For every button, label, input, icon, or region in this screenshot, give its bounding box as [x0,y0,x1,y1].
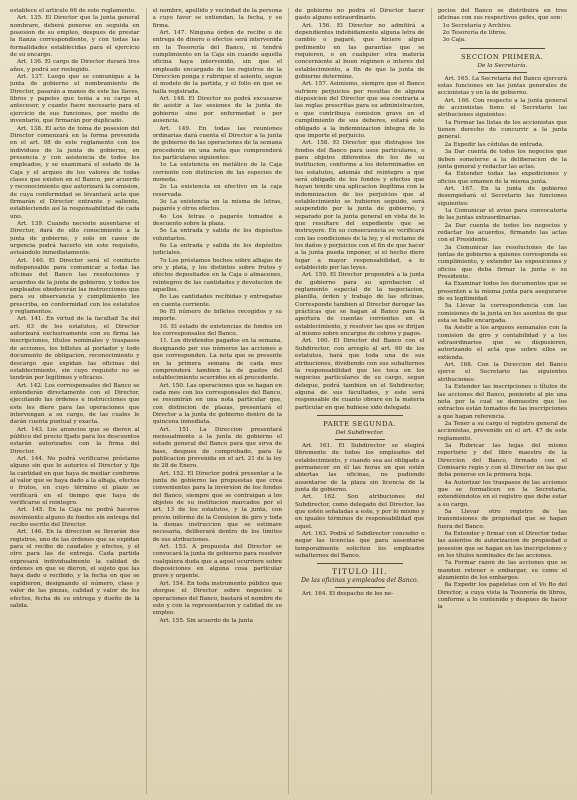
article-paragraph: 6o La entrada y salida de los depósitos judiciales. [152,243,282,257]
section-heading: PARTE SEGUNDA. [323,419,397,428]
text-column-3 [295,8,425,794]
article-paragraph: Art. 153. A propuesta del Director se convocará la junta de gobierno para resolver cualquiera duda que a aquel ocurriere sobre disposiciones en alguna cosa particular grave y urgente. [152,544,282,580]
article-paragraph: 8a Expedir los papeletas con el Vo Bo del Director, a cuya vista la Tesorería de libros, conforme a lo contenido y despues de hacer la [437,582,567,611]
article-paragraph: Art. 159. El Director propondrá a la junta de gobierno para su aprobacion el reglamento especial de la negociacion, planilla, órden y trabajo de las oficinas. Corresponde tambien al Director derogar las prácticas que se hagan al Banco para la apertura de cuentas corrientes en el establecimiento, y resolver las que se dirijan al mismo sobre encargos de cobros y pagos. [295,272,425,338]
article-paragraph: Art. 141. En virtud de la facultad 5a del art. 63 de los estatutos, el Director autorizará exclusivamente con su firma las inscripciones, títulos nominales y traspasos de acciones, los billetes al portador y todo documento de obligacion, reconocimiento y descargo que expidan las oficinas del establecimiento, sin cuyo requisito no se tendrán por legítimos y eficaces. [10,316,140,382]
article-paragraph: Art. 140. El Director será el conducto indispensable para comunicar a todas las oficinas del Banco las resoluciones y acuerdos de la junta de gobierno, y todos los empleados obedecerán las instrucciones que para su observancia y cumplimiento les prescriba, en conformidad con los estatutos y reglamentos. [10,257,140,316]
article-paragraph: 2a Expedir las cédulas de entrada. [444,141,544,148]
divider-rule [317,415,403,416]
article-paragraph: Art. 156. El Director no admitirá a dependientes indebidamente alguna letra de cambio o pagaré, que hiciere algun pedimento en las garantías que se requieren, o en cualquier otra materia concerniente al buen régimen o interes del establecimiento, a fin de que la junta de gobierno determine. [295,22,425,81]
column-divider [288,8,289,794]
article-paragraph: Art. 168. Con la Direccion del Banco ejerce el Secretario las siguientes atribuciones: [437,362,567,383]
article-paragraph: Art. 163. Podrá el Subdirector conceder o negar las licencias que para ausentarse temporalmente soliciten los empleados subalternos del Banco. [295,531,425,560]
article-paragraph: 10. El estado de existencias de fondos en los corresponsales del Banco. [152,323,282,338]
article-paragraph: 2a Dar cuenta de todos los negocios y redactar los acuerdos, firmando las actas con el Presidente. [437,222,567,244]
divider-rule [317,563,403,564]
article-paragraph: 6a Extender y firmar con el Director todas las asientos de autorizacion de propiedad o posesion que se hagan en las inscripciones y en los títulos nominales de las acciones. [437,531,567,560]
column-divider [431,8,432,794]
list-item: 1o Secretaría y Archivo. [442,22,512,29]
article-paragraph: Art. 157. Asimismo, siempre que el Banco sufriere perjuicios por resultas de alguna disposicion del Director que sea contraria a las reglas prescritas para su administracion, o que contribuya comision grave en el cumplimiento de sus deberes, estará este obligado a la indemnizacion íntegra de lo que importe el perjuicio. [295,81,425,139]
article-paragraph: 2a Tener a su cargo el registro general de accionistas, prevenido en el art. 47 de este reglamento. [437,420,567,442]
text-column-4 [438,8,568,794]
column-divider [146,8,147,794]
divider-rule [335,587,385,588]
article-paragraph: Art. 147. Ninguna órden de recibo o de entrega de dinero o efectos será intervenida en la Tesorería del Banco, ni tendrá cumplimiento en la Caja sin cuando aquella oficina haya intervenido, sin que el empleado encargado de los registros de la Direccion ponga y rubrique el asiento, segun el modelo de la partida, y el folio en que se halla registrada. [152,30,282,95]
article-paragraph: 4o Los letras o pagarés tomados a descuento sobre la plaza. [152,213,282,227]
article-paragraph: 5o La entrada y salida de los depósitos voluntarios. [152,228,282,242]
article-paragraph: Art. 148. El Director no podrá excusarse de asistir a las sesiones de la junta de gobierno sino por enfermedad o por ausencia. [152,96,282,125]
article-paragraph: Art. 160. El Director del Banco con el Subdirector, con arreglo al art. 60 de los estatutos, hará que toda una de sus atribuciones, dividiendo con sus subalternos la responsabilidad que les toca en los negocios particulares de su cargo, segun delegue, podrá tambien en el Subdirector, alguna de sus facultades, y este será responsable de cuanto obrare en la materia particular en que hubiese sido delegado. [295,338,425,411]
article-paragraph: 3a Comunicar las resoluciones de las juntas de gobierno a quienes corresponda su cumplimiento, y extender las exposiciones y oficios que deba firmar la junta o su Presidente. [437,244,567,280]
article-paragraph: Art. 150. Las operaciones que se hagan en cada mes con los corresponsales del Banco, se resumirán en una nota particular que, con distincion de plazas, presentará el Director a la junta de gobierno dentro de la quincena inmediata. [152,382,282,426]
list-item: 3o Caja. [442,37,466,44]
article-paragraph: 9o El número de billetes recogidos y su importe. [152,309,282,323]
divider-rule [335,439,385,440]
article-paragraph: 1a Formar las listas de los accionistas que tienen derecho de concurrir a la junta general. [437,119,567,141]
article-paragraph: Art. 165. La Secretaría del Banco ejercerá estas funciones en las juntas generales de accionistas y en la de gobierno. [437,75,567,97]
article-paragraph: Art. 135. El Director que la junta general nombrare, deberá ponerse en seguida en posesion de su empleo, despues de prestar la fianza correspondiente, y con todas las formalidades establecidas para el ejercicio de su encargo. [10,15,140,59]
article-paragraph: Art. 149. En todas las reuniones ordinarias dará cuenta el Director a la junta de gobierno de las operaciones de la semana precedente en una nota que comprenderá los particulares siguientes: [152,125,282,161]
article-paragraph: 1a Extender las inscripciones o títulos de las acciones del Banco, poniendo al pie una nota por la cual se demuestre que los extractos están tomados de las inscripciones a que hagan referencia. [437,384,567,420]
article-paragraph: 5a Llevar otro registro de las transmisiones de propiedad que se hagan fuera del Banco. [437,509,567,530]
article-paragraph: Art. 136. El cargo de Director durará tres años, y podrá ser reelegido. [10,59,140,73]
section-heading: SECCION PRIMERA. [461,52,544,61]
article-paragraph: 7a Formar razon de las acciones que se manden retener o embargar, su como el alzamiento de los embargos. [437,560,567,582]
article-paragraph: Art. 145. En la Caja no podrá hacerse movimiento alguno de fondos sin entrega del recibo escrito del Director. [10,507,140,529]
article-paragraph: 1o La existencia en metálico de la Caja corriente con distincion de las especies de moneda. [152,162,282,183]
section-subheading: Del Subdirector. [335,429,384,436]
article-paragraph: Art. 154. En toda instrumento público que otorgue el Director sobre negocios u operaciones del Banco, bastará el nombre de este y con la representacion y calidad de su empleo. [152,580,282,617]
text-column-1 [10,8,140,794]
article-paragraph: Art. 155. Sin acuerdo de la junta [159,617,254,624]
article-paragraph: establece el artículo 66 de este reglamento. [10,8,136,14]
article-paragraph: Art. 143. Los anuncios que se dieren al público del precio fijado para los descuentos estarán autorizados con la firma del Director. [10,426,140,455]
article-paragraph: 3a Rubricar las hojas del mismo repertorio y del libro maestro de la Direccion del Banco, firmado con el Comisario regio y con el Director en las que deba ponerse en la primera hoja. [437,442,567,479]
article-paragraph: 1a Comunicar el aviso para convocatoria de las juntas extraordinarias. [437,207,567,222]
article-paragraph: Art. 144. No podrá verificarse préstamo alguno sin que lo autorice el Director y fije la cantidad en que haya de mediar conforme al valor que se haya dado a la alhaja, efectos o frutos, en cuyo término el plazo se verificará en el tiempo que haya de verificarse el reintegro. [10,455,140,507]
title-subheading: De las oficinas y empleados del Banco. [301,577,419,585]
divider-rule [460,48,546,49]
article-paragraph: 11. Los dividendos pagados en la semana, designando por sus números las acciones a que corresponden. La nota que se presente en la primera semana de cada mes comprenderá tambien la de gastos del establecimiento ocurridos en el precedente. [152,338,282,382]
article-paragraph: Art. 139. Cuando necesite ausentarse el Director, dará de ello conocimiento a la junta de gobierno, y solo en casos de urgencia podrá hacerlo sin este requisito, avisándolo inmediatamente. [10,220,140,257]
article-paragraph: 4a Examinar todos los documentos que se presenten a la misma junta para asegurarse de su legitimidad. [437,281,567,303]
article-paragraph: 2o La existencia en efectivo en la caja reservada. [152,184,282,198]
article-paragraph: Art. 142. Los corresponsales del Banco se entenderán directamente con el Director, ejecutando las órdenes e instrucciones que este les diere para las operaciones que intervengan a su cargo, de las cuales le darán cuenta puntual y exacta. [10,382,140,426]
article-paragraph: Art. 161. El Subdirector se elegirá libremente de todos los empleados del establecimiento, y cuando sea así obligado a permanecer en él las horas en que estén abiertas las oficinas, no pudiendo ausentarse de la plaza sin licencia de la junta de gobierno. [295,442,425,493]
article-paragraph: 3a Dar cuenta de todos los negocios que deben someterse a la deliberacion de la junta general y redactar las actas. [437,149,567,170]
article-paragraph: Art. 151. La Direccion presentará mensualmente a la junta de gobierno el estado general del Banco para que sirva de base, despues de comprobado, para la publicacion prevenida en el art. 21 de la ley de 28 de Enero. [152,426,282,470]
article-paragraph: 6a Asistir a los arqueos semanales con la comision de giro y contabilidad y a los extraordinarios que se dispusieren, autorizando el acta que sobre ellos se extienda. [437,325,567,361]
article-paragraph: Art. 158. El Director que distrajese los fondos del Banco para usos particulares, o para objetos diferentes de los de su institucion, conforme a los determinados en los estatutos, además del reintegro a que será obligado de los fondos y efectos que hayan tenido una aplicacion ilegítima con la indemnizacion de los perjuicios que al establecimiento se hubieren seguido, será suspendido por la junta de gobierno, y separado por la junta general en vista de lo que resultare del expediente que se instruyere. En su consecuencia se verificará con las condiciones de la ley, y el reclamo de los daños y perjuicios con el fin de que hacer a la junta pueda imponer, si el hecho diere lugar a mayor responsabilidad, a lo establecido por las leyes. [295,140,425,272]
article-paragraph: Art. 152. El Director podrá presentar a la junta de gobierno las propuestas que crea convenientes para la inversion de los fondos del Banco, siempre que se contraigan a los objetos de su institucion marcados por el art. 13 de los estatutos, y la junta, con previo informe de la Comision de giro y toda la demas instruccion que se estimare necesaria, deliberará dentro de los límites de sus atribuciones. [152,470,282,543]
article-paragraph: de gobierno no podrá el Director hacer gasto alguno extraordinario. [295,8,425,22]
article-paragraph: el nombre, apellido y vecindad de la persona a cuyo favor se extiendan, la fecha, y su firma. [152,8,282,29]
article-paragraph: Art. 138. El acto de toma de posesion del Director comenzará en la forma prevenida en el art. 98 de este reglamento con los individuos de la junta de gobierno, en presencia y con asistencia de todos los empleados, y se examinará el estado de la Caja y el arqueo de los valores de todas clases que existen en el Banco, por acuerdo y reconocimiento que autorizará la comision, de cuya conformidad se levantará acta que firmarán el Director entrante y saliente, estableciendo así la responsabilidad de cada uno. [10,125,140,220]
article-paragraph: Art. 162. Son atribuciones del Subdirector, como delegado del Director, las que estén señaladas a este, y por lo mismo y en iguales términos de responsabilidad que aquel. [295,494,425,530]
article-paragraph: 5a Llevar la correspondencia con las comisiones de la junta en los asuntos de que esta se halle encargada. [437,303,567,325]
title-heading: TITULO III. [331,567,388,577]
list-item: 2o Tesorería de libros. [442,30,507,37]
article-paragraph: Art. 167. En la junta de gobierno desempeñará el Secretario las funciones siguientes: [437,185,567,207]
article-paragraph: Art. 164. El despacho de los ne- [302,590,394,597]
article-paragraph: gocios del Banco se distribuirá en tres oficinas con sus respectivos gefes, que son: [437,8,567,22]
divider-rule [478,72,528,73]
article-paragraph: 4a Autorizar los traspasos de las acciones que se formalicen en la Secretaría, extendiéndolos en el registro que debe estar a su cargo. [437,479,567,508]
text-column-2 [153,8,283,794]
article-paragraph: Art. 137. Luego que se comunique a la junta de gobierno el nombramiento de Director, pasarán a manos de este las llaves, libros y papeles que tenia a su cargo el antecesor, y cuanto fuere necesario para el ejercicio de sus funciones, por medio de inventario, que firmarán por duplicado. [10,74,140,125]
article-paragraph: Art. 166. Con respecto a la junta general de accionistas tiene el Secretario las atribuciones siguientes: [437,97,567,119]
article-paragraph: 7o Los préstamos hechos sobre alhajas de oro y plata, y los distintos sobre frutos y efectos depositados en la Caja o almacenes, reintegros de las cantidades y devolucion de aquellos. [152,257,282,294]
article-paragraph: 4a Extender todas las expediciones y oficios que emanen de la misma junta. [437,171,567,185]
section-subheading: De la Secretaría. [477,62,528,69]
article-paragraph: 3o La existencia en la misma de letras, pagarés y otros efectos. [152,198,282,213]
article-paragraph: Art. 146. En la direccion se llevarán dos registros, uno de las órdenes que se expidan para el recibo de caudales y efectos, y el otro para las de entrega. Cada partida expresará individualmente la calidad de órdenes en que se dieron, el sujeto que las haya dado o recibido, y la fecha en que se expidieron, designando el número, clase y valor de las piezas, calidad y valor de los efectos, fecha de su entrega y dueño de la salida. [10,529,140,609]
article-paragraph: 8o Las cantidades recibidas y entregadas en cuenta corriente. [152,294,282,308]
